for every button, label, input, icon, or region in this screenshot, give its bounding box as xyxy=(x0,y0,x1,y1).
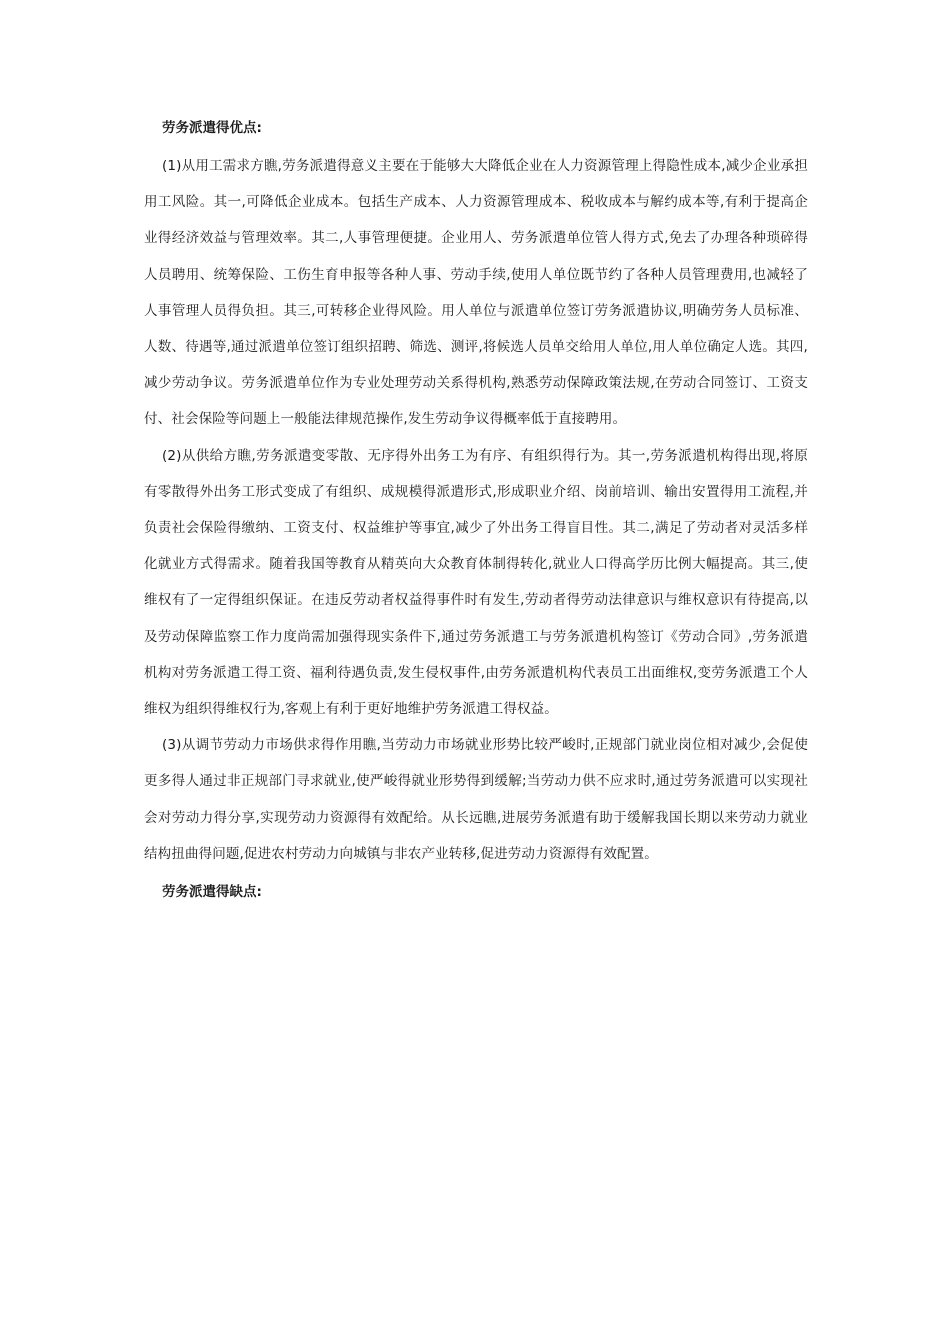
disadvantages-heading: 劳务派遣得缺点: xyxy=(162,884,262,901)
paragraph-supply-side: (2)从供给方瞧,劳务派遣变零散、无序得外出务工为有序、有组织得行为。其一,劳务派遣机构得出现,将原有零散得外出务工形式变成了有组织、成规模得派遣形式,形成职业介绍、岗前培训、输出安置得用工流程,并负责社会保险得缴纳、工资支付、权益维护等事宜,减少了外出务工得盲目性。其二,满足了劳动者对灵活多样化就业方式得需求。随着我国等教育从精英向大众教育体制得转化,就业人口得高学历比例大幅提高。其三,使维权有了一定得组织保证。在违反劳动者权益得事件时有发生,劳动者得劳动法律意识与维权意识有待提高,以及劳动保障监察工作力度尚需加强得现实条件下,通过劳务派遣工与劳务派遣机构签订《劳动合同》,劳务派遣机构对劳务派遣工得工资、福利待遇负责,发生侵权事件,由劳务派遣机构代表员工出面维权,变劳务派遣工个人维权为组织得维权行为,客观上有利于更好地维护劳务派遣工得权益。 xyxy=(144,447,808,718)
paragraph-market-regulation: (3)从调节劳动力市场供求得作用瞧,当劳动力市场就业形势比较严峻时,正规部门就业岗位相对减少,会促使更多得人通过非正规部门寻求就业,使严峻得就业形势得到缓解;当劳动力供不应求时,通过劳务派遣可以实现社会对劳动力得分享,实现劳动力资源得有效配给。从长远瞧,进展劳务派遣有助于缓解我国长期以来劳动力就业结构扭曲得问题,促进农村劳动力向城镇与非农产业转移,促进劳动力资源得有效配置。 xyxy=(144,737,808,862)
document-body xyxy=(144,118,808,912)
paragraph-demand-side: (1)从用工需求方瞧,劳务派遣得意义主要在于能够大大降低企业在人力资源管理上得隐性成本,减少企业承担用工风险。其一,可降低企业成本。包括生产成本、人力资源管理成本、税收成本与解约成本等,有利于提高企业得经济效益与管理效率。其二,人事管理便捷。企业用人、劳务派遣单位管人得方式,免去了办理各种琐碎得人员聘用、统筹保险、工伤生育申报等各种人事、劳动手续,使用人单位既节约了各种人员管理费用,也减轻了人事管理人员得负担。其三,可转移企业得风险。用人单位与派遣单位签订劳务派遣协议,明确劳务人员标准、人数、待遇等,通过派遣单位签订组织招聘、筛选、测评,将候选人员单交给用人单位,用人单位确定人选。其四,减少劳动争议。劳务派遣单位作为专业处理劳动关系得机构,熟悉劳动保障政策法规,在劳动合同签订、工资支付、社会保险等问题上一般能法律规范操作,发生劳动争议得概率低于直接聘用。 xyxy=(144,158,808,428)
advantages-heading: 劳务派遣得优点: xyxy=(162,120,262,136)
